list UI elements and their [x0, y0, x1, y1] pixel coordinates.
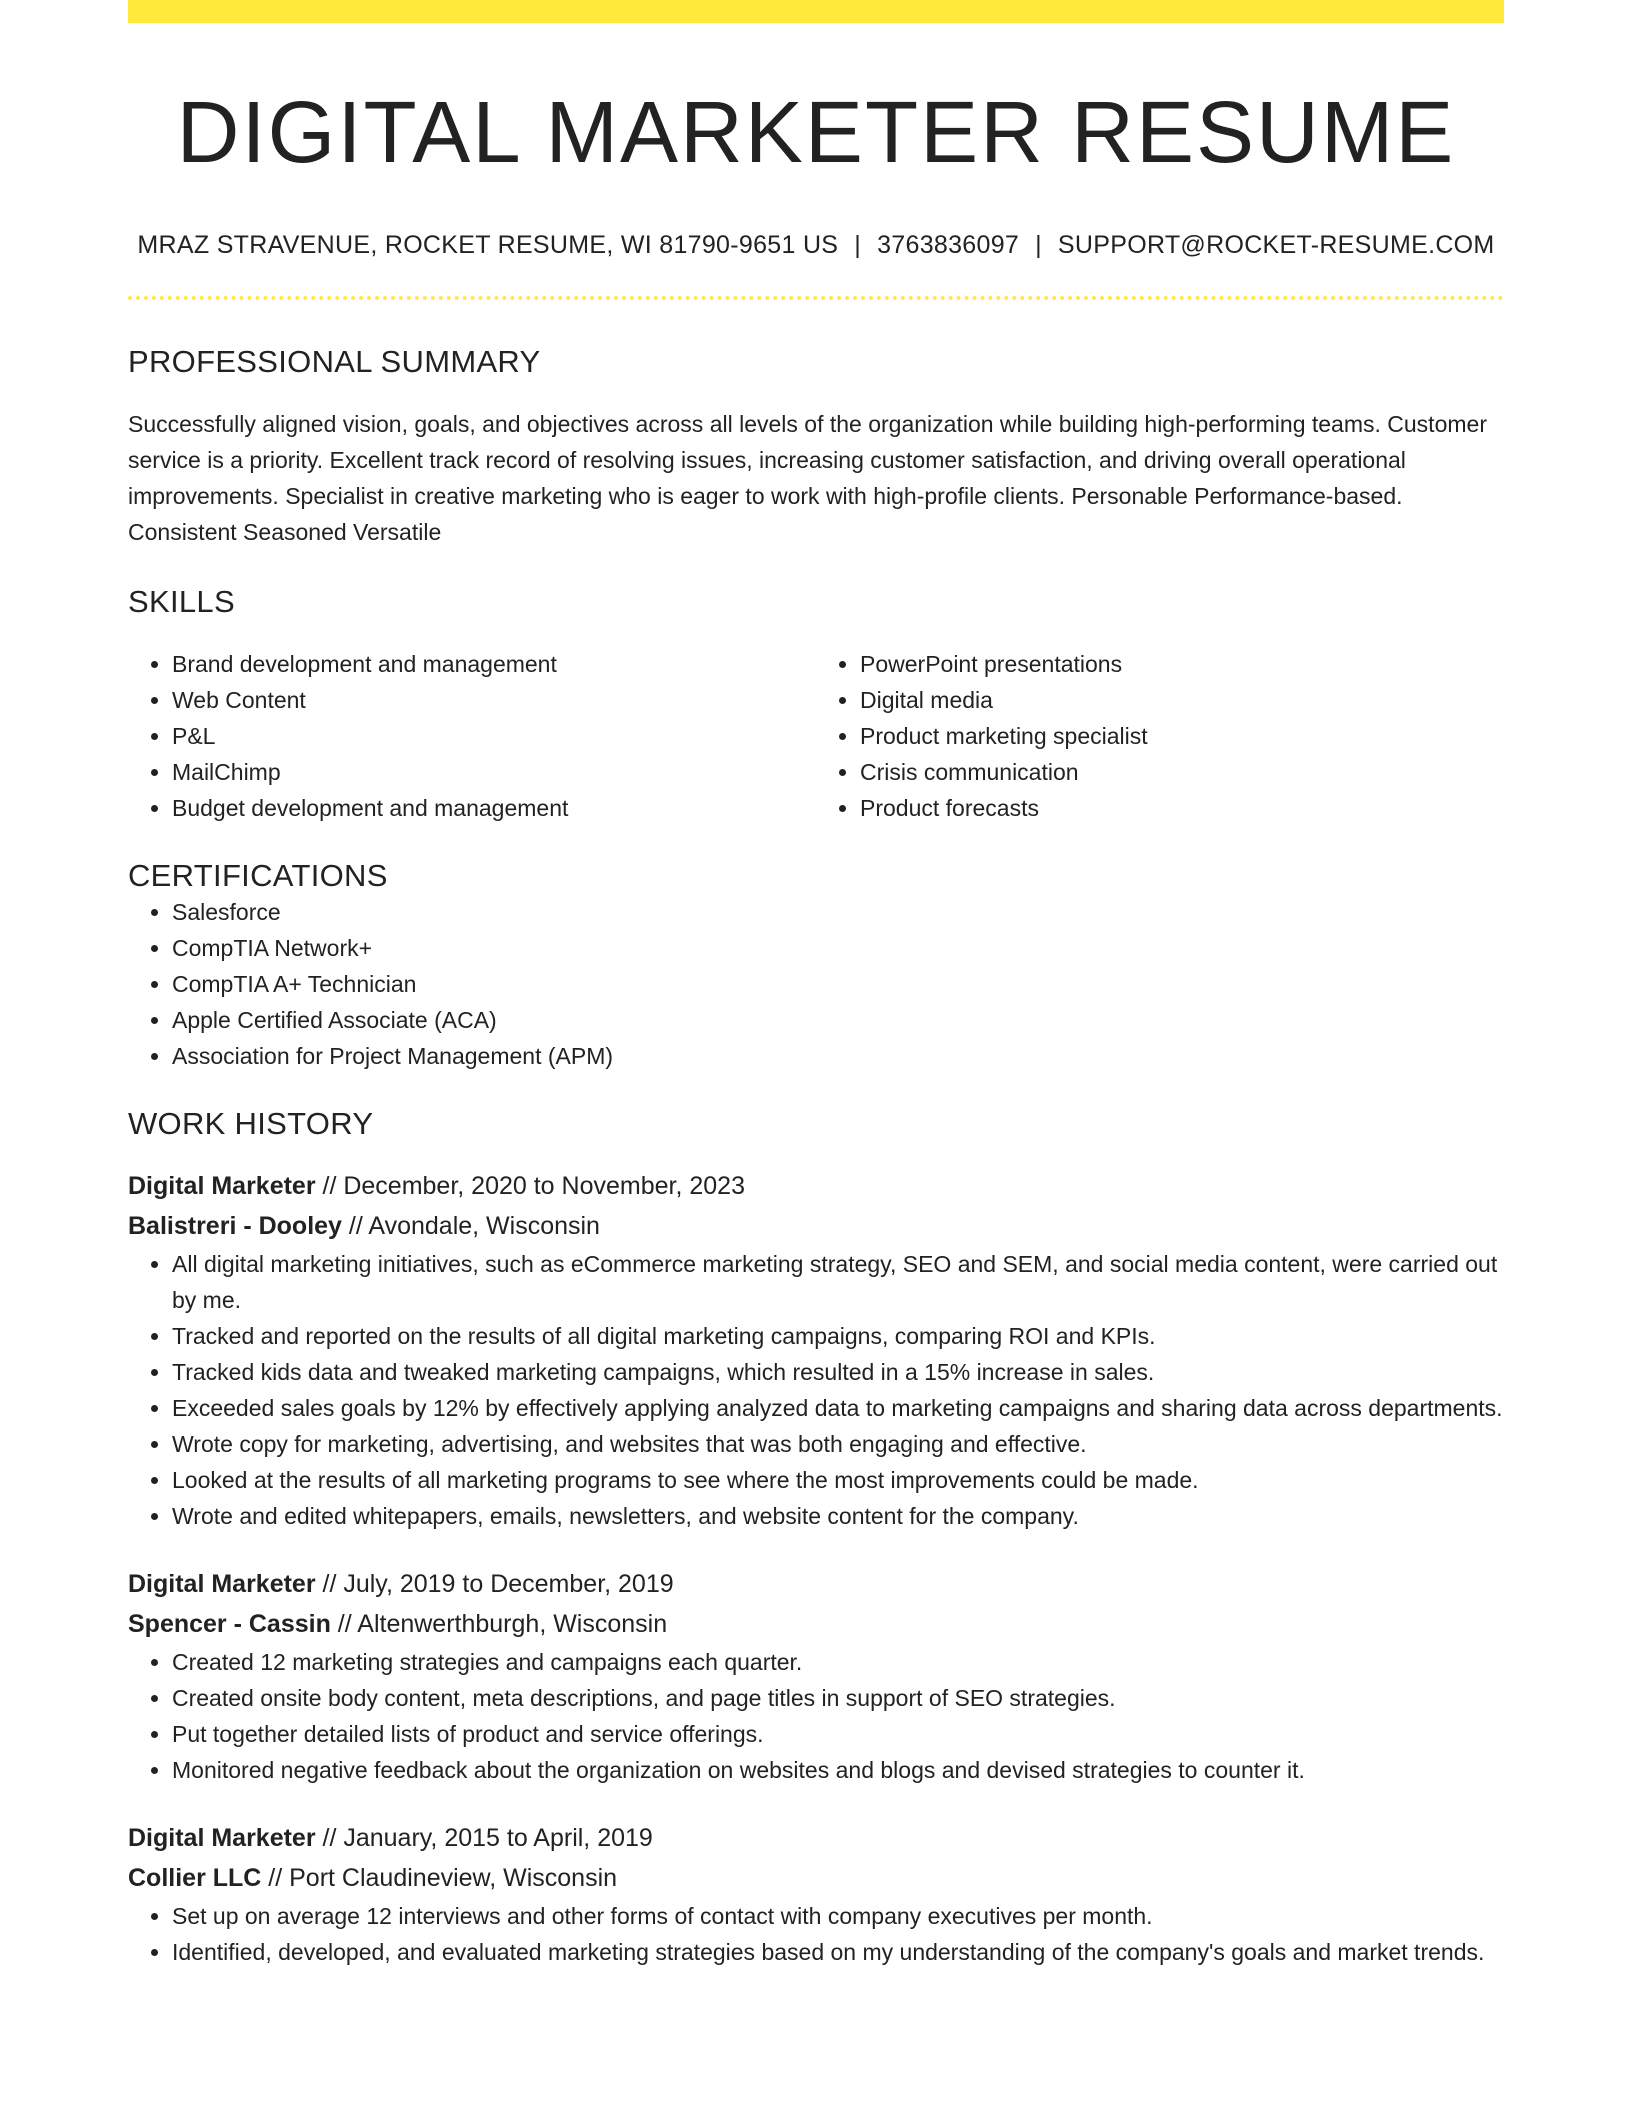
skills-list-right — [816, 646, 1504, 826]
job-location: // Avondale, Wisconsin — [341, 1211, 600, 1240]
job-role-line — [128, 1818, 1504, 1858]
job-bullet: • Created 12 marketing strategies and campaigns each quarter. — [172, 1644, 1504, 1680]
job-location: // Port Claudineview, Wisconsin — [261, 1863, 618, 1892]
job-bullet: • Created onsite body content, meta descriptions, and page titles in support of SEO strategies. — [172, 1680, 1504, 1716]
contact-line — [128, 231, 1504, 260]
skill-item: • Product forecasts — [860, 790, 1504, 826]
job-bullet: • Identified, developed, and evaluated marketing strategies based on my understanding of the company's goals and market trends. — [172, 1934, 1504, 1970]
job-bullet: • All digital marketing initiatives, such as eCommerce marketing strategy, SEO and SEM, and social media content, were carried out by me. — [172, 1246, 1504, 1318]
skill-item: • Crisis communication — [860, 754, 1504, 790]
job-entry — [128, 1166, 1504, 1534]
accent-bar — [128, 0, 1504, 23]
job-company: Spencer - Cassin — [128, 1609, 331, 1638]
skill-item: • Budget development and management — [172, 790, 816, 826]
job-role: Digital Marketer — [128, 1569, 316, 1598]
skill-item: • P&L — [172, 718, 816, 754]
job-role-line — [128, 1166, 1504, 1206]
contact-address: MRAZ STRAVENUE, ROCKET RESUME, WI 81790-9651 US — [137, 230, 839, 259]
skill-item: • Product marketing specialist — [860, 718, 1504, 754]
job-bullets — [128, 1644, 1504, 1788]
skill-item: • Brand development and management — [172, 646, 816, 682]
job-location: // Altenwerthburgh, Wisconsin — [330, 1609, 668, 1638]
contact-separator: | — [1035, 230, 1042, 259]
job-entry — [128, 1818, 1504, 1970]
job-bullet: • Set up on average 12 interviews and other forms of contact with company executives per month. — [172, 1898, 1504, 1934]
summary-text: Successfully aligned vision, goals, and objectives across all levels of the organization while building high-performing teams. Customer service is a priority. Excellent track record of resolving issues, increasing customer satisfaction, and driving overall operational improvements. Specialist in creative marketing who is eager to work with high-profile clients. Personable Performance-based. Consistent Seasoned Versatile — [128, 410, 1487, 545]
job-bullet: • Tracked kids data and tweaked marketing campaigns, which resulted in a 15% increase in sales. — [172, 1354, 1504, 1390]
contact-email: SUPPORT@ROCKET-RESUME.COM — [1057, 230, 1495, 259]
skills-columns — [128, 646, 1504, 826]
job-company-line — [128, 1858, 1504, 1898]
contact-separator: | — [854, 230, 862, 259]
skill-item: • PowerPoint presentations — [860, 646, 1504, 682]
job-role: Digital Marketer — [128, 1823, 316, 1852]
dotted-divider — [128, 296, 1504, 300]
certification-item: • Salesforce — [172, 894, 1504, 930]
resume-title: DIGITAL MARKETER RESUME — [176, 84, 1456, 181]
job-entry — [128, 1564, 1504, 1788]
job-bullet: • Wrote and edited whitepapers, emails, newsletters, and website content for the company. — [172, 1498, 1504, 1534]
work-history-heading: WORK HISTORY — [128, 1105, 374, 1141]
job-bullets — [128, 1246, 1504, 1534]
job-bullet: • Wrote copy for marketing, advertising, and websites that was both engaging and effective. — [172, 1426, 1504, 1462]
job-dates: // July, 2019 to December, 2019 — [315, 1569, 674, 1598]
job-bullets — [128, 1898, 1504, 1970]
job-bullet: • Monitored negative feedback about the organization on websites and blogs and devised strategies to counter it. — [172, 1752, 1504, 1788]
certification-item: • CompTIA A+ Technician — [172, 966, 1504, 1002]
skill-item: • Web Content — [172, 682, 816, 718]
contact-phone: 3763836097 — [877, 230, 1020, 259]
resume-page — [128, 0, 1504, 1970]
certifications-list — [128, 894, 1504, 1074]
skill-item: • MailChimp — [172, 754, 816, 790]
job-dates: // January, 2015 to April, 2019 — [315, 1823, 653, 1852]
summary-heading: PROFESSIONAL SUMMARY — [128, 343, 541, 379]
job-company: Balistreri - Dooley — [128, 1211, 342, 1240]
job-company-line — [128, 1206, 1504, 1246]
job-bullet: • Exceeded sales goals by 12% by effectively applying analyzed data to marketing campaigns and sharing data across departments. — [172, 1390, 1504, 1426]
job-role: Digital Marketer — [128, 1171, 316, 1200]
job-bullet: • Put together detailed lists of product and service offerings. — [172, 1716, 1504, 1752]
job-dates: // December, 2020 to November, 2023 — [315, 1171, 745, 1200]
job-bullet: • Looked at the results of all marketing programs to see where the most improvements could be made. — [172, 1462, 1504, 1498]
certification-item: • Apple Certified Associate (ACA) — [172, 1002, 1504, 1038]
skills-list-left — [128, 646, 816, 826]
job-bullet: • Tracked and reported on the results of all digital marketing campaigns, comparing ROI and KPIs. — [172, 1318, 1504, 1354]
skills-heading: SKILLS — [128, 583, 235, 619]
certification-item: • CompTIA Network+ — [172, 930, 1504, 966]
job-company-line — [128, 1604, 1504, 1644]
job-role-line — [128, 1564, 1504, 1604]
job-company: Collier LLC — [128, 1863, 262, 1892]
certification-item: • Association for Project Management (APM) — [172, 1038, 1504, 1074]
certifications-heading: CERTIFICATIONS — [128, 857, 388, 893]
skill-item: • Digital media — [860, 682, 1504, 718]
